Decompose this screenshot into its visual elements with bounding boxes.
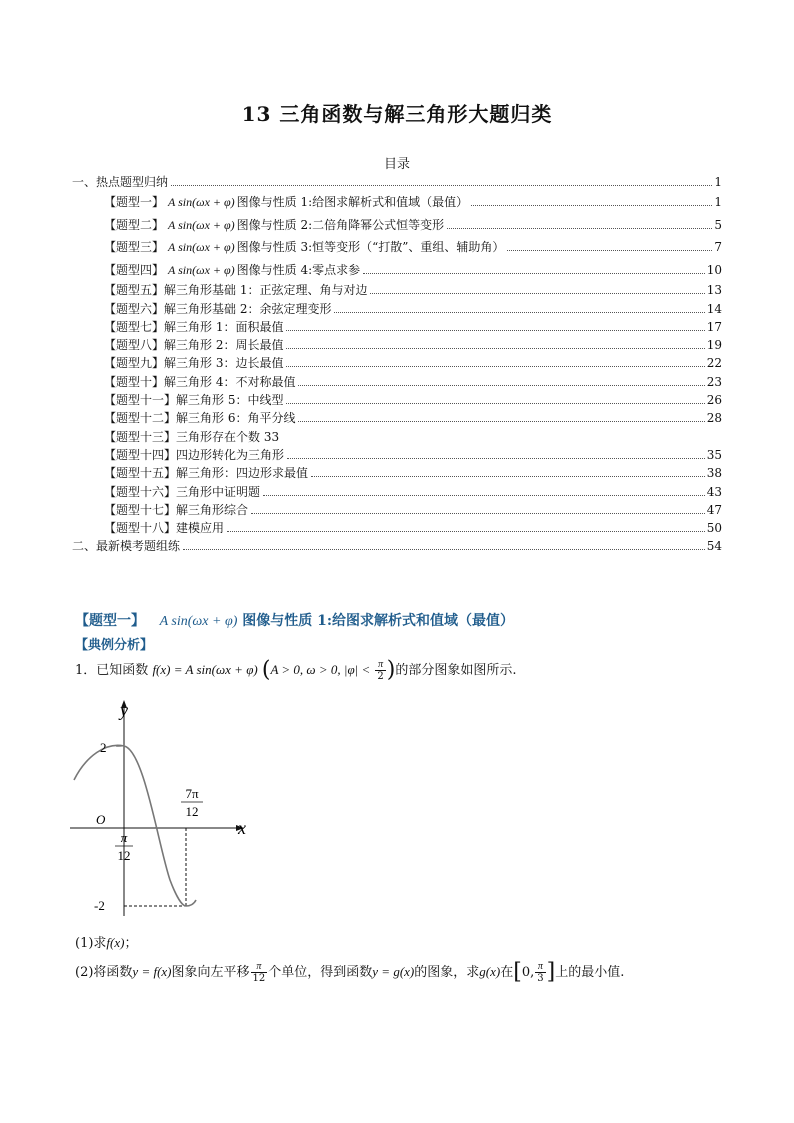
toc-leader-dots [334,312,704,313]
toc-entry-tag: 【题型十二】 [104,411,177,426]
question-1 [75,932,137,951]
toc-entry-text: 图像与性质 2:二倍角降幂公式恒等变形 [236,217,445,232]
toc-entry-text: 图像与性质 1:给图求解析式和值域（最值） [236,195,469,210]
toc-entry-tag: 【题型二】 [104,217,165,232]
toc-entry-text: 解三角形 3：边长最值 [164,356,284,371]
toc-leader-dots [183,549,705,550]
toc-heading: 目录 [383,157,410,172]
toc-leader-dots [298,385,704,386]
toc-entry[interactable] [72,236,722,259]
x-axis-label: x [238,818,246,838]
x2-denominator: 12 [185,804,199,819]
toc-page-number: 22 [706,356,722,371]
toc-entry[interactable] [72,373,722,391]
toc-entry-label [72,173,168,191]
toc-entry[interactable] [72,501,722,519]
q2-math-2: y = g(x) [372,964,415,979]
toc-leader-dots [286,330,704,331]
toc-entry[interactable] [72,537,722,555]
toc-page-number: 1 [714,195,722,210]
toc-entry-text: 解三角形基础 2：余弦定理变形 [164,301,332,316]
frac-denominator: 12 [252,973,266,984]
toc-leader-dots [286,403,704,404]
toc-entry-tag: 【题型十五】 [104,466,177,481]
toc-entry-tag: 【题型三】 [104,240,165,255]
toc-entry-label [104,300,331,318]
toc-entry-tag: 【题型八】 [104,338,165,353]
toc-entry[interactable] [72,318,722,336]
toc-page-number: 26 [706,393,722,408]
condition-expression: A > 0, ω > 0, |φ| < [270,662,371,677]
toc-entry-tag: 【题型十七】 [104,502,177,517]
toc-page-number: 14 [706,301,722,316]
y-bottom-label: -2 [94,898,105,913]
toc-entry-label [104,501,248,519]
toc-entry[interactable] [72,173,722,191]
q2-text-c: 个单位，得到函数 [268,965,373,980]
toc-entry-text: 三角形存在个数 33 [176,429,280,444]
toc-leader-dots [227,531,705,532]
interval-left: 0, [521,965,535,980]
y-top-label: 2 [100,740,107,755]
toc-entry[interactable] [72,281,722,299]
toc-entry[interactable] [72,336,722,354]
toc-entry-tag: 【题型七】 [104,319,165,334]
toc-entry-tag: 【题型十六】 [104,484,177,499]
x2-numerator: 7π [185,786,199,801]
toc-page-number: 19 [706,338,722,353]
toc-entry-label [104,318,283,336]
frac-denominator: 2 [377,671,384,682]
toc-page-number: 23 [706,374,722,389]
section-title: 图像与性质 1:给图求解析式和值域（最值） [242,613,515,629]
toc-leader-dots [286,348,704,349]
toc-page-number: 54 [706,539,722,554]
toc-entry-text: 解三角形 5：中线型 [176,393,284,408]
toc-entry-label [104,373,295,391]
toc-page-number: 7 [714,240,722,255]
q2-text-f: 上的最小值. [555,965,625,980]
toc-entry-label [104,336,283,354]
toc-entry-text: 解三角形 6：角平分线 [176,411,296,426]
toc-entry-tag: 【题型十三】 [104,429,177,444]
q1-math: f(x) [106,935,125,950]
problem-number: 1． [75,663,97,678]
right-bracket-icon: ] [546,959,556,985]
x1-numerator: π [120,830,128,845]
toc-entry-text: 解三角形 1：面积最值 [164,319,284,334]
section-tag: 【题型一】 [75,613,145,629]
function-expression: f(x) = A sin(ωx + φ) [152,662,258,677]
toc-entry-tag: 【题型十四】 [104,447,177,462]
toc-page-number: 47 [706,502,722,517]
toc-page-number: 43 [706,484,722,499]
q2-math-1: y = f(x) [132,964,172,979]
toc-entry-text: 三角形中证明题 [176,484,261,499]
document-title: 13 三角函数与解三角形大题归类 [241,102,553,126]
toc-entry-math: A sin(ωx + φ) [168,217,235,232]
toc-entry-tag: 【题型九】 [104,356,165,371]
function-graph [66,694,266,924]
toc-entry-text: 四边形转化为三角形 [176,447,285,462]
question-2 [75,958,624,987]
toc-page-number: 28 [706,411,722,426]
toc-entry-text: 解三角形 2：周长最值 [164,338,284,353]
toc-entry-math: A sin(ωx + φ) [168,195,235,210]
toc-page-number: 5 [714,217,722,232]
toc-leader-dots [507,250,712,251]
toc-entry-label [104,391,283,409]
toc-entry[interactable] [72,483,722,501]
toc-entry[interactable] [72,354,722,372]
left-paren-icon: ( [261,657,271,683]
toc-entry-text: 图像与性质 4:零点求参 [236,262,361,277]
toc-entry-tag: 【题型十一】 [104,393,177,408]
toc-leader-dots [311,476,705,477]
q2-shift-fraction [251,961,268,984]
q1-suffix: ； [124,936,138,951]
toc-page-number: 38 [706,466,722,481]
problem-prefix: 已知函数 [96,663,149,678]
toc-leader-dots [471,205,712,206]
toc-leader-dots [263,495,705,496]
section-heading [75,610,514,630]
toc-entry[interactable] [72,300,722,318]
toc-leader-dots [287,458,705,459]
toc-entry-math: A sin(ωx + φ) [168,240,235,255]
toc-entry-label [104,409,295,427]
toc-entry[interactable] [72,464,722,482]
toc-entry-tag: 【题型一】 [104,195,165,210]
toc-leader-dots [251,513,705,514]
toc-entry-label [104,464,308,482]
toc-leader-dots [286,366,704,367]
toc-entry[interactable] [72,259,722,282]
toc-page-number: 50 [706,521,722,536]
frac-numerator: π [535,961,545,973]
condition-fraction [375,659,385,682]
toc-leader-dots [447,228,712,229]
toc-entry[interactable] [72,214,722,237]
toc-leader-dots [370,293,704,294]
toc-entry-label [104,191,468,213]
toc-entry-text: 一、热点题型归纳 [72,175,169,189]
subsection-heading: 【典例分析】 [75,638,154,653]
q2-math-3: g(x) [479,964,501,979]
toc-entry-text: 建模应用 [176,521,225,536]
toc-entry-text: 解三角形综合 [176,502,249,517]
toc-entry-label [72,537,180,555]
toc-entry-math: A sin(ωx + φ) [168,262,235,277]
frac-numerator: π [251,961,268,973]
x1-denominator: 12 [117,848,131,863]
frac-denominator: 3 [537,973,544,984]
table-of-contents [72,173,722,556]
toc-entry-tag: 【题型十】 [104,374,165,389]
problem-suffix: 的部分图象如图所示. [395,663,517,678]
toc-entry-label [104,483,260,501]
toc-entry-label [104,236,504,258]
toc-entry-label [104,281,367,299]
toc-entry-tag: 【题型四】 [104,262,165,277]
toc-page-number: 13 [706,283,722,298]
section-math: A sin(ωx + φ) [159,614,238,629]
q2-text-b: 图象向左平移 [171,965,250,980]
toc-entry-text: 解三角形基础 1：正弦定理、角与对边 [164,283,368,298]
toc-page-number: 17 [706,319,722,334]
sine-curve [74,745,196,906]
q1-prefix: (1)求 [75,936,107,951]
toc-entry-tag: 【题型五】 [104,283,165,298]
origin-label: O [96,812,106,827]
toc-entry-label [104,519,224,537]
toc-entry-label [104,214,444,236]
q2-text-e: 在 [500,965,514,980]
toc-entry-text: 二、最新模考题组练 [72,539,181,554]
toc-leader-dots [171,185,712,186]
toc-page-number: 1 [714,175,722,189]
toc-entry-text: 解三角形 4：不对称最值 [164,374,296,389]
toc-entry-label [104,354,283,372]
toc-entry[interactable] [72,191,722,214]
toc-entry-label [104,446,284,464]
right-paren-icon: ) [386,657,396,683]
toc-page-number: 10 [706,262,722,277]
toc-entry[interactable] [72,446,722,464]
toc-entry-tag: 【题型十八】 [104,521,177,536]
toc-entry[interactable] [72,428,722,446]
frac-numerator: π [375,659,385,671]
toc-entry-label [104,259,360,281]
toc-page-number: 35 [706,447,722,462]
toc-leader-dots [363,273,705,274]
toc-entry-label [104,428,279,446]
q2-text-a: (2)将函数 [75,965,133,980]
problem-stem [75,656,517,685]
y-axis-label: y [120,700,128,720]
toc-entry[interactable] [72,391,722,409]
q2-text-d: 的图象，求 [414,965,480,980]
toc-leader-dots [298,421,704,422]
left-bracket-icon: [ [513,959,522,985]
toc-entry-text: 解三角形：四边形求最值 [176,466,309,481]
toc-entry-text: 图像与性质 3:恒等变形（“打散”、重组、辅助角） [236,240,505,255]
toc-entry-tag: 【题型六】 [104,301,165,316]
interval-fraction [535,961,545,984]
toc-entry[interactable] [72,519,722,537]
toc-entry[interactable] [72,409,722,427]
